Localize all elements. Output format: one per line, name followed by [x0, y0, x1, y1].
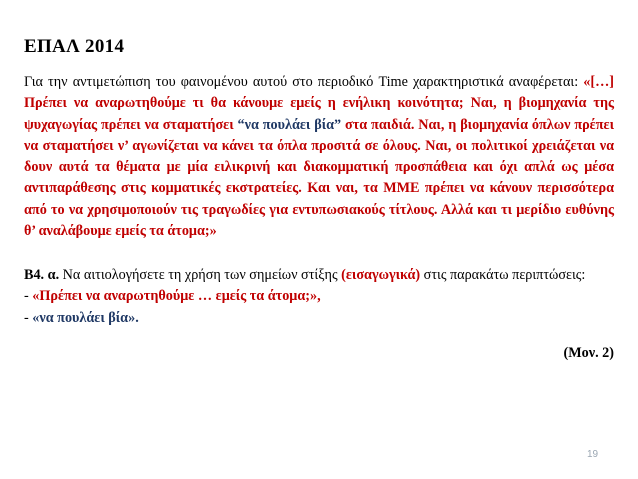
list-item-text: «Πρέπει να αναρωτηθούμε … εμείς τα άτομα;»,: [32, 288, 321, 305]
question-block: [24, 265, 614, 329]
source-paragraph: [24, 72, 614, 242]
question-text-2: στις παρακάτω περιπτώσεις:: [420, 267, 586, 283]
list-item: [24, 308, 614, 329]
marks-label: (Μον. 2): [563, 345, 614, 361]
intro-text: Για την αντιμετώπιση του φαινομένου αυτού στο περιοδικό Time χαρακτηριστικά αναφέρεται:: [24, 74, 584, 90]
list-item-prefix: -: [24, 309, 33, 326]
question-highlight: (εισαγωγικά): [341, 267, 421, 283]
question-text-1: Να αιτιολογήσετε τη χρήση των σημείων στίξης: [59, 267, 342, 283]
quote-text-red-1: «[…] Πρέπει να αναρωτηθούμε τι θα κάνουμε εμείς η ενήλικη κοινότητα; Ναι, η βιομηχανία της ψυχαγωγίας πρέπει να σταματήσει: [24, 74, 614, 133]
list-item-prefix: -: [24, 288, 33, 305]
quote-text-blue: “να πουλάει βία”: [237, 116, 342, 133]
list-item-text: «να πουλάει βία».: [32, 309, 139, 326]
quote-text-red-2: στα παιδιά. Ναι, η βιομηχανία όπλων πρέπει να σταματήσει ν’ αγωνίζεται να κάνει τα όπλα προσιτά σε όλους. Ναι, οι πολιτικοί χρειάζεται να δουν αυτά τα θέματα με μία ειλικρινή και διακομματική προσπάθεια και όχι απλά ως μέσα αντιπαράθεσης στις κομματικές εκστρατείες. Και ναι, τα ΜΜΕ πρέπει να κάνουν περισσότερα από το να χρησιμοποιούν τις τραγωδίες για εντυπωσιακούς τίτλους. Αλλά και τι μερίδιο ευθύνης θ’ αναλάβουμε εμείς τα άτομα;»: [24, 116, 614, 240]
list-item: [24, 286, 614, 307]
slide-title: ΕΠΑΛ 2014: [24, 36, 125, 57]
question-number: Β4. α.: [24, 267, 60, 283]
question-line: [24, 265, 614, 286]
page-number: 19: [587, 449, 599, 460]
